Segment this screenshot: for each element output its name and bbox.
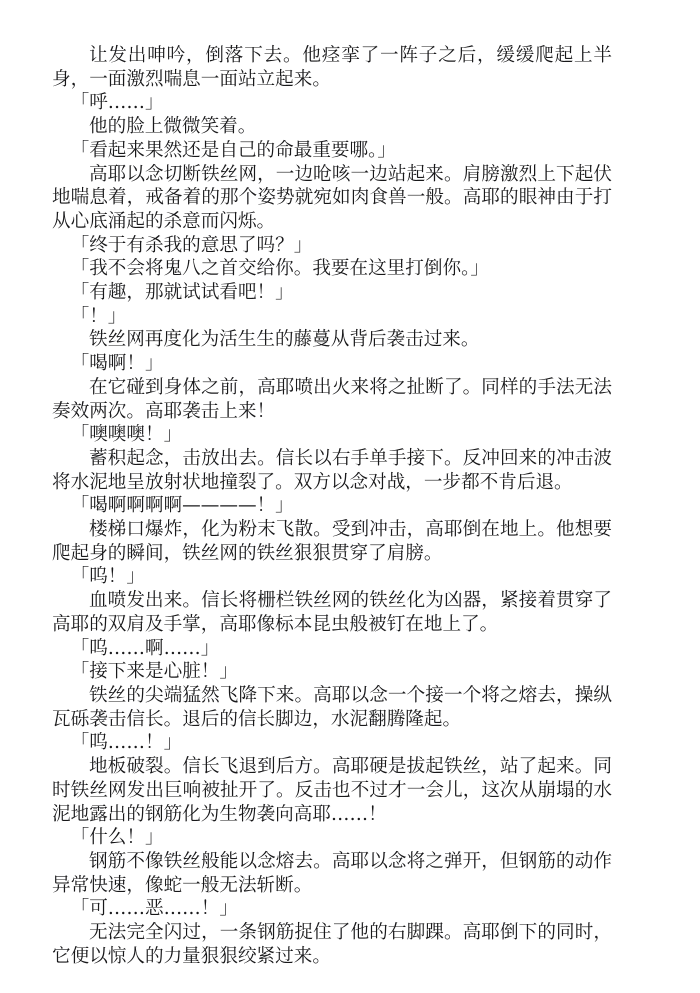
paragraph-dialogue: 「什么！」: [70, 827, 164, 849]
paragraph: 钢筋不像铁丝般能以念熔去。高耶以念将之弹开，但钢筋的动作异常快速，像蛇一般无法斩断。: [52, 850, 612, 896]
paragraph-dialogue: 「！」: [70, 305, 127, 327]
paragraph-dialogue: 「有趣，那就试试看吧！」: [70, 282, 294, 304]
paragraph-dialogue: 「看起来果然还是自己的命最重要哪。」: [70, 139, 396, 161]
paragraph: 铁丝的尖端猛然飞降下来。高耶以念一个接一个将之熔去，操纵瓦砾袭击信长。退后的信长脚边，水泥翻腾隆起。: [52, 684, 612, 730]
paragraph: 铁丝网再度化为活生生的藤蔓从背后袭击过来。: [89, 329, 480, 351]
paragraph: 高耶以念切断铁丝网，一边呛咳一边站起来。肩膀激烈上下起伏地喘息着，戒备着的那个姿势就宛如肉食兽一般。高耶的眼神由于打从心底涌起的杀意而闪烁。: [52, 163, 612, 232]
paragraph: 地板破裂。信长飞退到后方。高耶硬是拔起铁丝，站了起来。同时铁丝网发出巨响被扯开了。反击也不过才一会儿，这次从崩塌的水泥地露出的钢筋化为生物袭向高耶……！: [52, 756, 612, 825]
paragraph-dialogue: 「呜！」: [70, 566, 145, 588]
paragraph-dialogue: 「呜……啊……」: [70, 637, 220, 659]
paragraph-dialogue: 「终于有杀我的意思了吗？」: [70, 234, 313, 256]
paragraph: 蓄积起念，击放出去。信长以右手单手接下。反冲回来的冲击波将水泥地呈放射状地撞裂了。双方以念对战，一步都不肯后退。: [52, 447, 612, 493]
paragraph-dialogue: 「喝啊！」: [70, 353, 164, 375]
text-column: [52, 44, 612, 968]
paragraph-dialogue: 「可……恶……！」: [70, 898, 238, 920]
paragraph-dialogue: 「喝啊啊啊啊————！」: [70, 495, 294, 517]
paragraph-dialogue: 「噢噢噢！」: [70, 424, 183, 446]
paragraph: 让发出呻吟，倒落下去。他痉挛了一阵子之后，缓缓爬起上半身，一面激烈喘息一面站立起来。: [52, 45, 612, 90]
paragraph-dialogue: 「呼……」: [70, 92, 164, 114]
paragraph: 无法完全闪过，一条钢筋捉住了他的右脚踝。高耶倒下的同时，它便以惊人的力量狠狠绞紧过来。: [52, 922, 612, 967]
paragraph: 楼梯口爆炸，化为粉末飞散。受到冲击，高耶倒在地上。他想要爬起身的瞬间，铁丝网的铁丝狠狠贯穿了肩膀。: [52, 519, 612, 564]
paragraph-dialogue: 「接下来是心脏！」: [70, 661, 238, 683]
paragraph: 他的脸上微微笑着。: [89, 116, 257, 138]
paragraph: 在它碰到身体之前，高耶喷出火来将之扯断了。同样的手法无法奏效两次。高耶袭击上来！: [52, 376, 612, 422]
paragraph: 血喷发出来。信长将栅栏铁丝网的铁丝化为凶器，紧接着贯穿了高耶的双肩及手掌，高耶像标本昆虫般被钉在地上了。: [52, 590, 612, 635]
paragraph-dialogue: 「呜……！」: [70, 732, 183, 754]
paragraph-dialogue: 「我不会将鬼八之首交给你。我要在这里打倒你。」: [70, 258, 489, 280]
